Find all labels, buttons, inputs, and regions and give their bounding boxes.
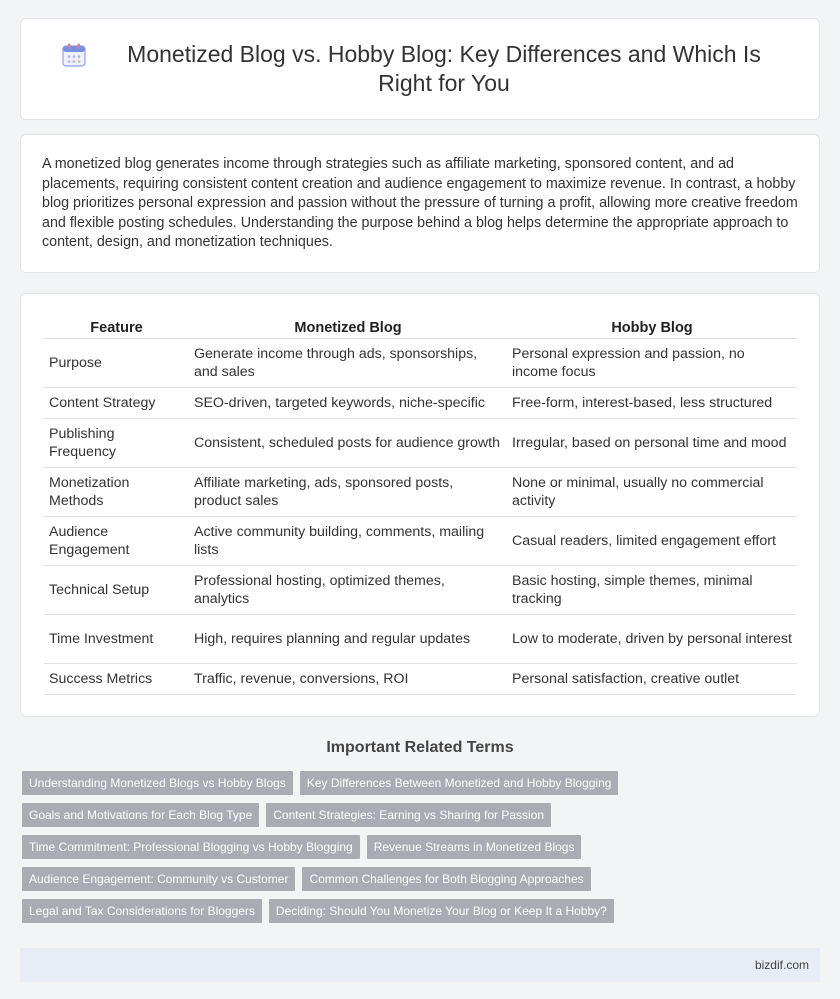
table-row — [44, 388, 797, 419]
feature-cell: Technical Setup — [44, 566, 189, 615]
table-row — [44, 615, 797, 664]
header-monetized: Monetized Blog — [189, 311, 507, 339]
related-term-link[interactable]: Goals and Motivations for Each Blog Type — [22, 803, 259, 827]
table-row — [44, 419, 797, 468]
related-term-link[interactable]: Revenue Streams in Monetized Blogs — [367, 835, 582, 859]
intro-paragraph: A monetized blog generates income through strategies such as affiliate marketing, sponsored content, and ad placements, requiring consistent content creation and audience engagement to maximize revenue. In contrast, a hobby blog prioritizes personal expression and passion without the pressure of turning a profit, allowing more creative freedom and flexible posting schedules. Understanding the purpose behind a blog helps determine the appropriate approach to content, design, and monetization techniques. — [42, 156, 798, 250]
monetized-cell: Active community building, comments, mailing lists — [189, 517, 507, 566]
intro-card — [20, 134, 820, 273]
header-card — [20, 18, 820, 120]
comparison-table — [44, 311, 797, 695]
related-term-link[interactable]: Legal and Tax Considerations for Bloggers — [22, 899, 262, 923]
table-row — [44, 339, 797, 388]
calendar-icon — [61, 42, 87, 68]
monetized-cell: Consistent, scheduled posts for audience growth — [189, 419, 507, 468]
table-row — [44, 468, 797, 517]
feature-cell: Success Metrics — [44, 664, 189, 695]
table-header-row — [44, 311, 797, 339]
monetized-cell: Generate income through ads, sponsorships, and sales — [189, 339, 507, 388]
related-term-link[interactable]: Deciding: Should You Monetize Your Blog or Keep It a Hobby? — [269, 899, 614, 923]
feature-cell: Purpose — [44, 339, 189, 388]
hobby-cell: Personal expression and passion, no income focus — [507, 339, 797, 388]
related-term-link[interactable]: Understanding Monetized Blogs vs Hobby Blogs — [22, 771, 293, 795]
hobby-cell: Personal satisfaction, creative outlet — [507, 664, 797, 695]
comparison-card — [20, 293, 820, 717]
related-terms-list — [0, 771, 840, 931]
related-term-link[interactable]: Audience Engagement: Community vs Customer — [22, 867, 295, 891]
related-term-link[interactable]: Time Commitment: Professional Blogging vs Hobby Blogging — [22, 835, 360, 859]
feature-cell: Audience Engagement — [44, 517, 189, 566]
hobby-cell: Casual readers, limited engagement effort — [507, 517, 797, 566]
header-feature: Feature — [44, 311, 189, 339]
monetized-cell: Affiliate marketing, ads, sponsored posts, product sales — [189, 468, 507, 517]
hobby-cell: Basic hosting, simple themes, minimal tracking — [507, 566, 797, 615]
monetized-cell: SEO-driven, targeted keywords, niche-specific — [189, 388, 507, 419]
page-title: Monetized Blog vs. Hobby Blog: Key Differences and Which Is Right for You — [127, 41, 761, 96]
monetized-cell: Professional hosting, optimized themes, analytics — [189, 566, 507, 615]
table-row — [44, 664, 797, 695]
title-wrap — [61, 40, 779, 98]
footer — [20, 948, 820, 982]
feature-cell: Publishing Frequency — [44, 419, 189, 468]
monetized-cell: High, requires planning and regular updates — [189, 615, 507, 664]
feature-cell: Time Investment — [44, 615, 189, 664]
header-hobby: Hobby Blog — [507, 311, 797, 339]
table-row — [44, 517, 797, 566]
feature-cell: Monetization Methods — [44, 468, 189, 517]
hobby-cell: Free-form, interest-based, less structured — [507, 388, 797, 419]
table-row — [44, 566, 797, 615]
related-term-link[interactable]: Content Strategies: Earning vs Sharing for Passion — [266, 803, 551, 827]
hobby-cell: Low to moderate, driven by personal interest — [507, 615, 797, 664]
feature-cell: Content Strategy — [44, 388, 189, 419]
related-term-link[interactable]: Key Differences Between Monetized and Hobby Blogging — [300, 771, 619, 795]
hobby-cell: Irregular, based on personal time and mood — [507, 419, 797, 468]
hobby-cell: None or minimal, usually no commercial activity — [507, 468, 797, 517]
related-terms-title: Important Related Terms — [326, 739, 514, 756]
related-term-link[interactable]: Common Challenges for Both Blogging Approaches — [302, 867, 590, 891]
footer-site-name: bizdif.com — [754, 958, 809, 972]
monetized-cell: Traffic, revenue, conversions, ROI — [189, 664, 507, 695]
